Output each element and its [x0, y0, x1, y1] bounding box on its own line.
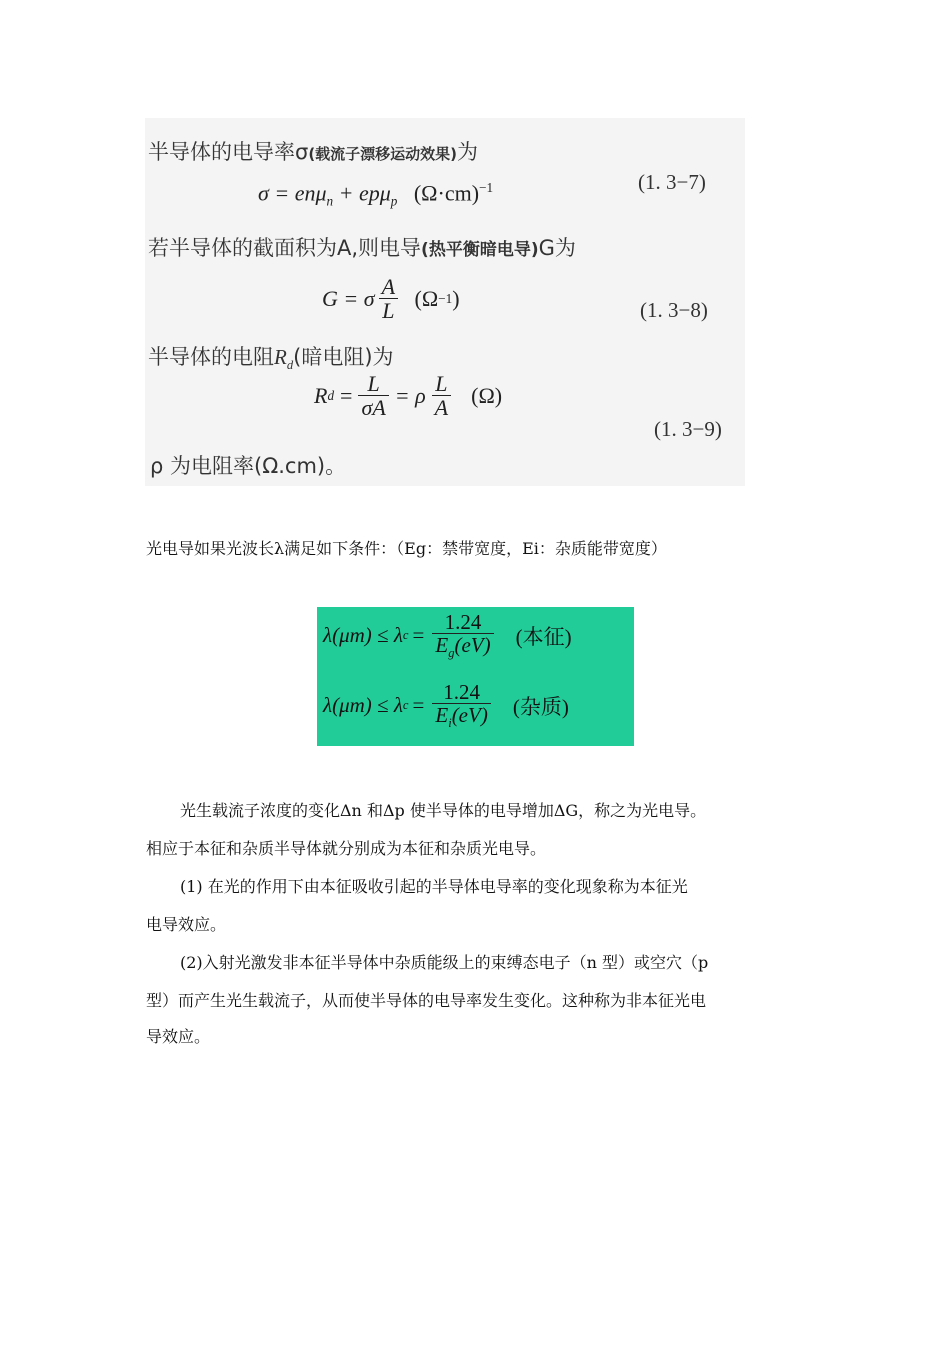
impurity-condition: λ(μm) ≤ λ c = $\frac{1.24}{E_i(eV)}$ (杂质) — [323, 680, 569, 731]
resistance-heading: 半导体的电阻$R_d$(暗电阻)为 — [148, 345, 394, 373]
paragraph-1-line-2: 相应于本征和杂质半导体就分别成为本征和杂质光电导。 — [146, 839, 547, 858]
conductivity-heading: 半导体的电导率σ(载流子漂移运动效果)为 — [148, 140, 479, 164]
paragraph-2-line-2: 电导效应。 — [146, 915, 227, 934]
paragraph-2-line-1: (1) 在光的作用下由本征吸收引起的半导体电导率的变化现象称为本征光 — [180, 877, 688, 896]
wavelength-condition-box — [317, 607, 634, 746]
intrinsic-condition: λ(μm) ≤ λ c = $\frac{1.24}{E_g(eV)}$ (本征) — [323, 610, 572, 661]
conductance-heading: 若半导体的截面积为A,则电导(热平衡暗电导)G为 — [148, 236, 576, 260]
intro-line: 光电导如果光波长λ满足如下条件：（Eg：禁带宽度，Ei：杂质能带宽度） — [146, 539, 667, 558]
equation-1-3-8: G = σ $\frac{A}{L}$ (Ω −1 ) — [322, 274, 460, 324]
paragraph-3-line-1: (2)入射光激发非本征半导体中杂质能级上的束缚态电子（n 型）或空穴（p — [180, 953, 709, 972]
equation-1-3-9: R d = $\frac{L}{\sigma A}$ = ρ $\frac{L}{A}$ (Ω) — [314, 371, 503, 421]
equation-number-1-3-9: (1. 3−9) — [654, 417, 722, 441]
paragraph-1-line-1: 光生载流子浓度的变化Δn 和Δp 使半导体的电导增加ΔG，称之为光电导。 — [180, 801, 707, 820]
equation-number-1-3-7: (1. 3−7) — [638, 170, 706, 194]
equation-number-1-3-8: (1. 3−8) — [640, 298, 708, 322]
equation-1-3-7: σ = enμ$_n$ + epμ$_p$ $(\Omega\cdot cm)^{-1}$ — [258, 180, 494, 209]
paragraph-3-line-2: 型）而产生光生载流子，从而使半导体的电导率发生变化。这种称为非本征光电 — [146, 991, 707, 1010]
resistivity-note: ρ 为电阻率(Ω.cm)。 — [150, 454, 347, 478]
paragraph-3-line-3: 导效应。 — [146, 1027, 211, 1046]
